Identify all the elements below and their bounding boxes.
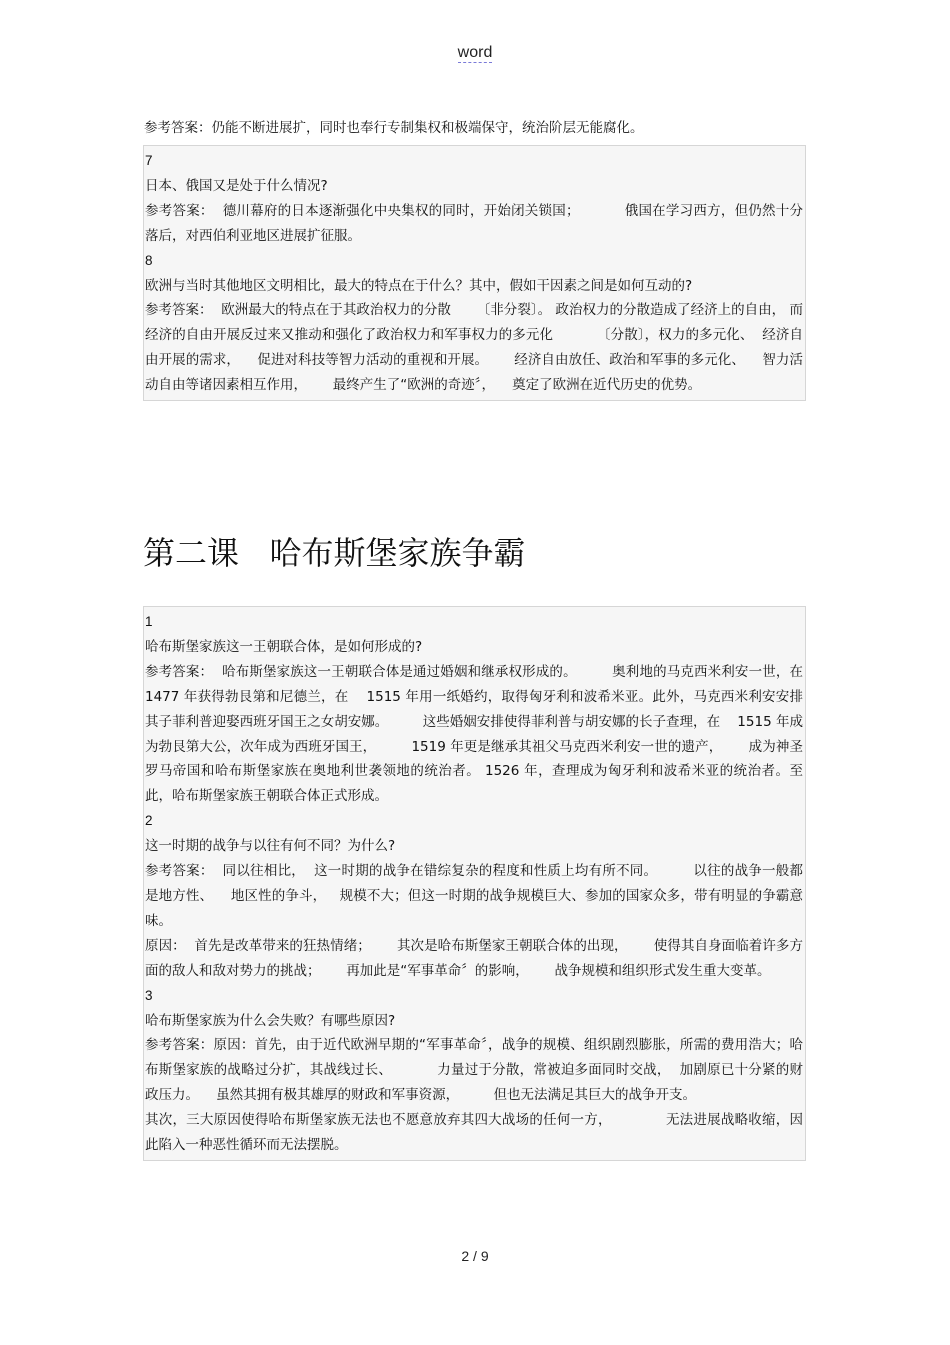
answer-text: 参考答案： 哈布斯堡家族这一王朝联合体是通过婚姻和继承权形成的。 奥利地的马克西米利安一世，在 1477 年获得勃艮第和尼德兰，在 1515 年用一纸婚约，取得匈牙利和波希米亚。此外，马克西米利安安排其子菲利普迎娶西班牙国王之女胡安娜。 这些婚姻安排使得菲利普与胡安娜的长子查理，在 1515 年成为勃艮第大公，次年成为西班牙国王， 1519 年更是继承其祖父马克西米利安一世的遗产， 成为神圣罗马帝国和哈布斯堡家族在奥地利世袭领地的统治者。 1526 年，查理成为匈牙利和波希米亚的统治者。至此，哈布斯堡家族王朝联合体正式形成。 [145, 663, 816, 805]
question-number: 1 [145, 614, 153, 629]
question-text: 日本、俄国又是处于什么情况? [145, 177, 328, 194]
question-number: 2 [145, 813, 153, 829]
answer-text: 参考答案： 同以往相比， 这一时期的战争在错综复杂的程度和性质上均有所不同。 以往的战争一般都是地方性、 地区性的争斗， 规模不大；但这一时期的战争规模巨大、参加的国家众多，带有明显的争霸意味。 [145, 863, 803, 929]
header-title: word [457, 44, 493, 61]
question-number: 3 [145, 987, 153, 1003]
page-number: 2 / 9 [461, 1248, 489, 1264]
continued-answer: 参考答案：仍能不断进展扩，同时也奉行专制集权和极端保守，统治阶层无能腐化。 [144, 120, 644, 136]
question-number: 8 [145, 252, 153, 268]
question-text: 欧洲与当时其他地区文明相比，最大的特点在于什么？其中，假如干因素之间是如何互动的? [145, 277, 693, 294]
qa-box-lesson2 [143, 606, 816, 1161]
qa-box-lesson1 [143, 145, 806, 401]
answer-continued-text: 其次，三大原因使得哈布斯堡家族无法也不愿意放弃其四大战场的任何一方， 无法进展战略收缩，因此陷入一种恶性循环而无法摆脱。 [145, 1112, 803, 1154]
lesson-title: 第二课 哈布斯堡家族争霸 [143, 534, 526, 572]
answer-text: 参考答案： 德川幕府的日本逐渐强化中央集权的同时，开始闭关锁国； 俄国在学习西方，但仍然十分落后，对西伯利亚地区进展扩征服。 [145, 202, 803, 244]
question-text: 哈布斯堡家族这一王朝联合体，是如何形成的? [145, 638, 423, 655]
page-header [0, 44, 950, 62]
answer-text: 参考答案： 欧洲最大的特点在于其政治权力的分散 〔非分裂〕。 政治权力的分散造成了经济上的自由， 而经济的自由开展反过来又推动和强化了政治权力和军事权力的多元化 〔分散〕，权力的多元化、 经济自由开展的需求， 促进对科技等智力活动的重视和开展。 经济自由放任、政治和军事的多元化、 智力活动自由等诸因素相互作用， 最终产生了“欧洲的奇迹〞， 奠定了欧洲在近代历史的优势。 [145, 302, 803, 394]
answer-reason-text: 原因： 首先是改革带来的狂热情绪； 其次是哈布斯堡家王朝联合体的出现， 使得其自身面临着许多方面的敌人和敌对势力的挑战； 再加此是“军事革命〞的影响， 战争规模和组织形式发生重大变革。 [145, 937, 803, 979]
question-text: 这一时期的战争与以往有何不同？为什么? [145, 838, 396, 855]
question-number: 7 [145, 153, 153, 168]
answer-text: 参考答案：原因：首先，由于近代欧洲早期的“军事革命〞，战争的规模、组织剧烈膨胀，所需的费用浩大；哈布斯堡家族的战略过分扩，其战线过长、 力量过于分散，常被迫多面同时交战， 加剧原已十分紧的财政压力。 虽然其拥有极其雄厚的财政和军事资源， 但也无法满足其巨大的战争开支。 [145, 1037, 803, 1104]
question-text: 哈布斯堡家族为什么会失败？有哪些原因? [145, 1012, 396, 1029]
